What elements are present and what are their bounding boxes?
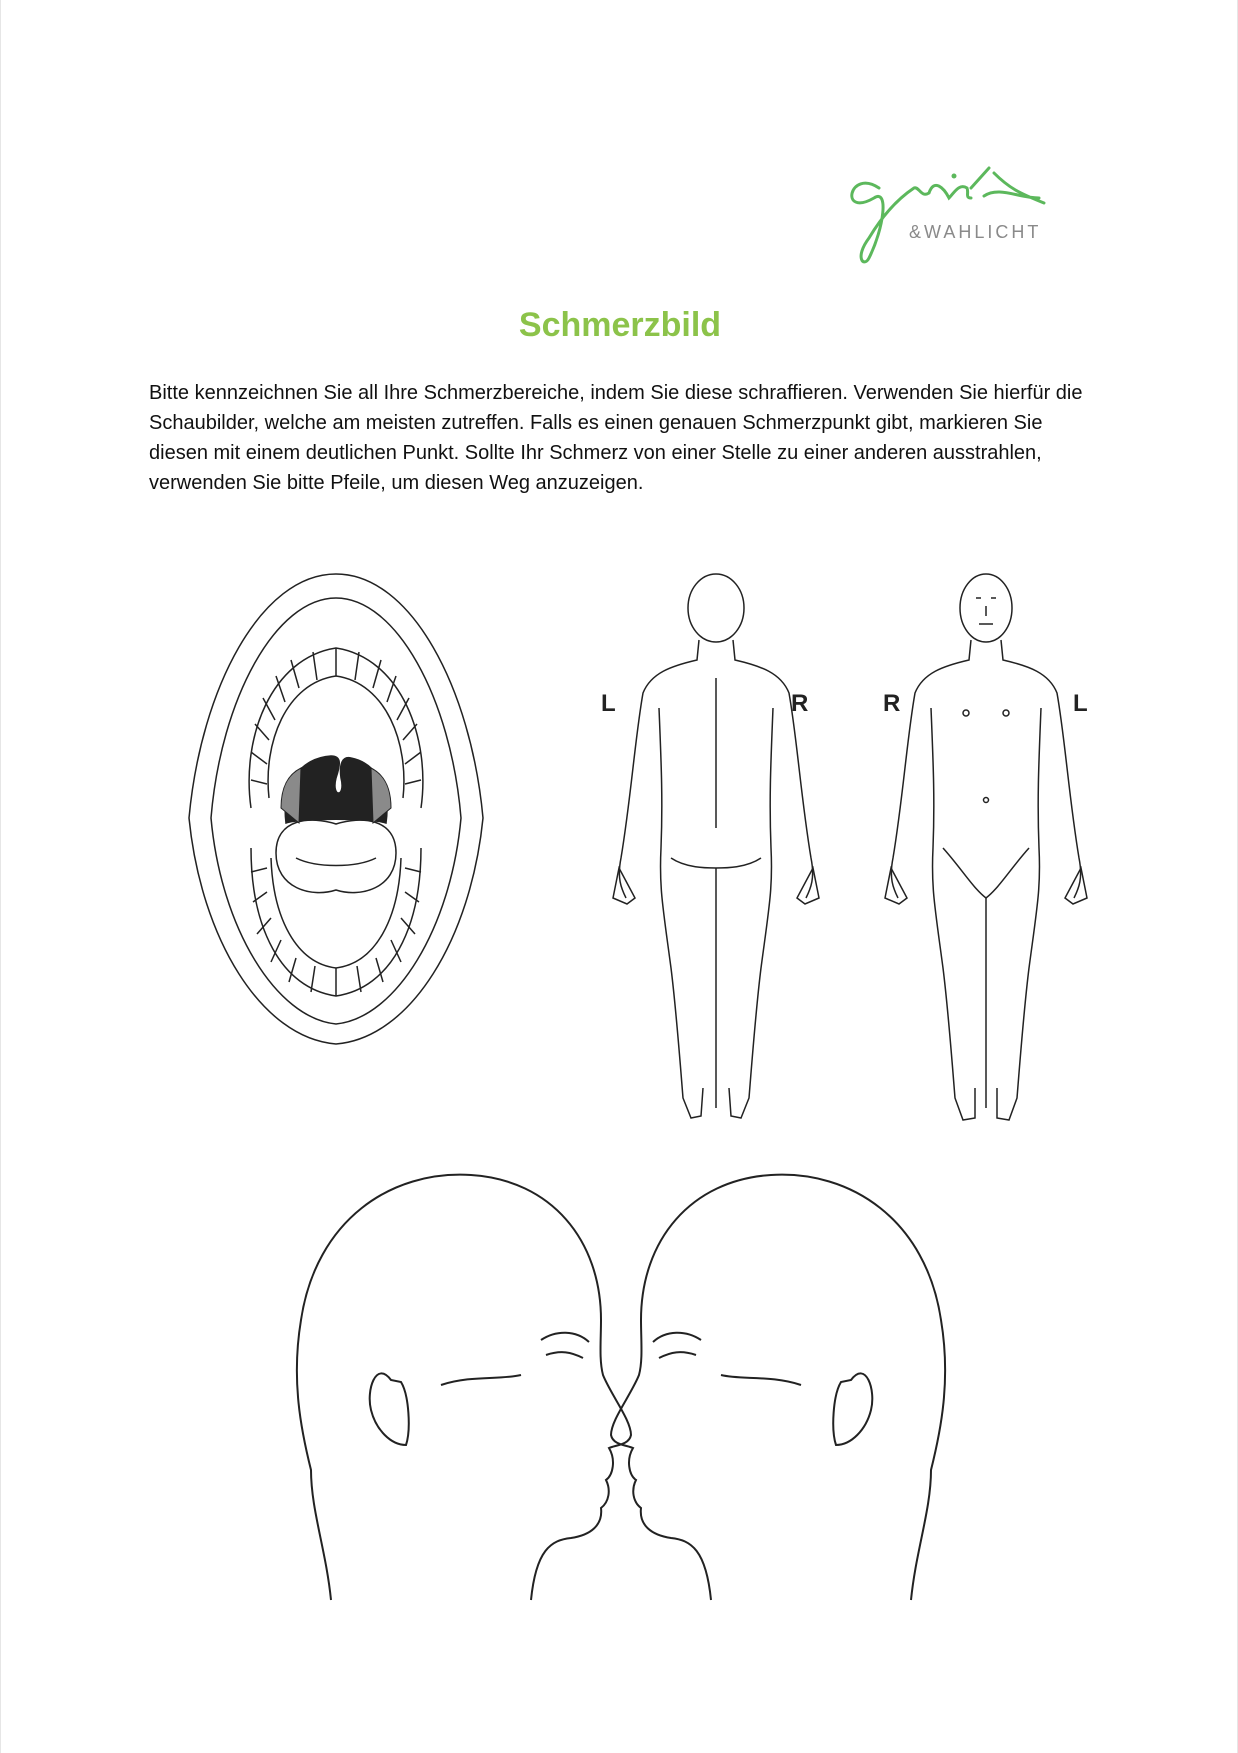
instructions-paragraph: Bitte kennzeichnen Sie all Ihre Schmerzbereiche, indem Sie diese schraffieren. Verwenden Sie hierfür die Schaubilder, welche am meisten zutreffen. Falls es einen genauen Schmerzpunkt gibt, markieren Sie diesen mit einem deutlichen Punkt. Sollte Ihr Schmerz von einer Stelle zu einer anderen ausstrahlen, verwenden Sie bitte Pfeile, um diesen Weg anzuzeigen. <box>149 382 1083 494</box>
logo-subtitle: &WAHLICHT <box>909 222 1042 242</box>
body-back-right-label: R <box>791 690 809 717</box>
body-back-diagram[interactable] <box>591 568 841 1138</box>
page-title: Schmerzbild <box>518 306 722 344</box>
body-front-right-label: R <box>883 690 901 717</box>
body-back-left-label: L <box>601 690 616 717</box>
body-front-left-label: L <box>1073 690 1088 717</box>
grix-wahlicht-logo <box>839 158 1079 278</box>
body-front-diagram[interactable] <box>861 568 1111 1138</box>
head-profiles-diagram[interactable] <box>271 1130 971 1630</box>
open-mouth-diagram[interactable] <box>181 568 491 1058</box>
